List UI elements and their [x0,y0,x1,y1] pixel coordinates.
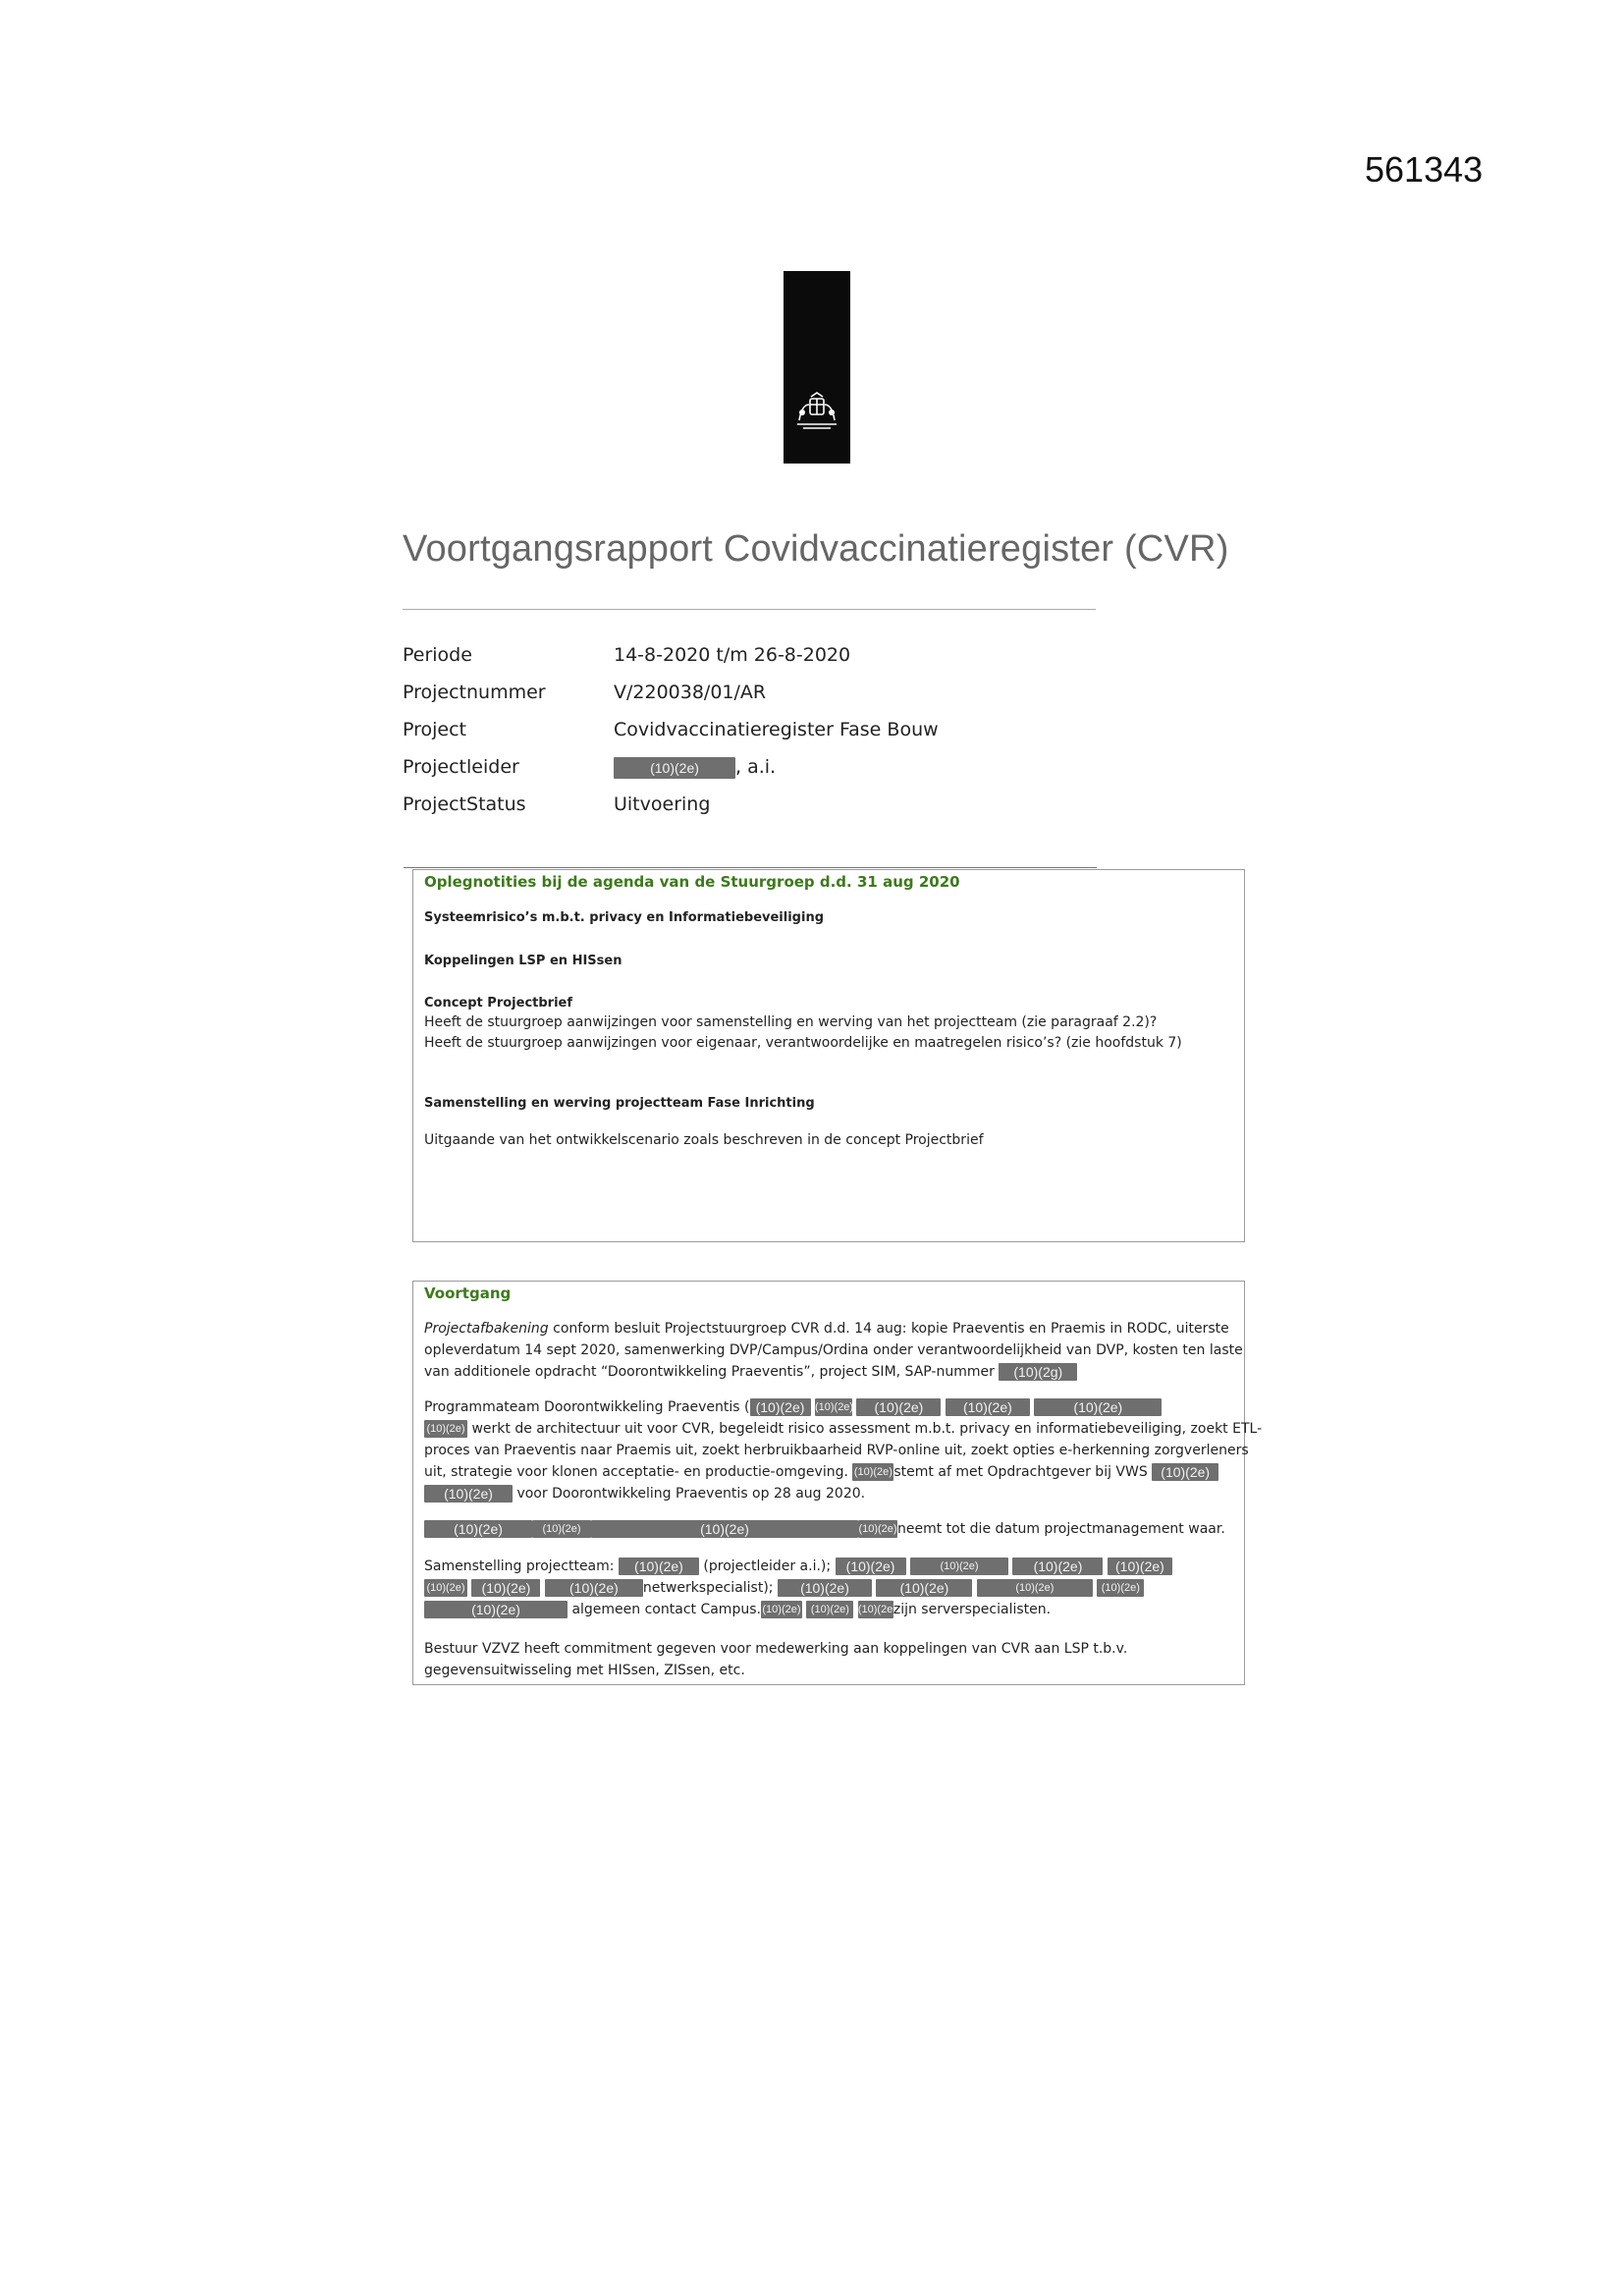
text-span: neemt tot die datum projectmanagement waar. [897,1521,1225,1537]
redaction-box: (10)(2e) [614,757,735,779]
redaction-box: (10)(2e) [858,1520,897,1538]
meta-label: Projectnummer [403,682,546,703]
text-span: stemt af met Opdrachtgever bij VWS [893,1464,1148,1480]
redaction-box: (10)(2e) [1108,1558,1172,1575]
heading-concept-projectbrief: Concept Projectbrief [424,996,573,1011]
text-span: proces van Praeventis naar Praemis uit, zoekt herbruikbaarheid RVP-online uit, zoekt opties e-herkenning zorgverleners [424,1443,1249,1458]
redaction-box: (10)(2e) [545,1579,643,1597]
projectleider-suffix: , a.i. [735,756,777,778]
report-title: Voortgangsrapport Covidvaccinatieregister (CVR) [403,528,1229,570]
meta-value: 14-8-2020 t/m 26-8-2020 [614,644,851,666]
government-logo [784,271,850,464]
redaction-box: (10)(2e) [806,1601,853,1618]
text-span: uit, strategie voor klonen acceptatie- en productie-omgeving. [424,1464,848,1480]
redaction-box: (10)(2e) [858,1601,893,1618]
redaction-box: (10)(2g) [999,1363,1077,1381]
redaction-box: (10)(2e) [619,1558,699,1575]
meta-value: Covidvaccinatieregister Fase Bouw [614,719,939,740]
redaction-box: (10)(2e) [856,1398,941,1416]
heading-koppelingen: Koppelingen LSP en HISsen [424,954,622,968]
redaction-box: (10)(2e) [750,1398,811,1416]
heading-samenstelling: Samenstelling en werving projectteam Fase Inrichting [424,1096,815,1111]
meta-label: Projectleider [403,756,519,778]
question-1: Heeft de stuurgroep aanwijzingen voor samenstelling en werving van het projectteam (zie paragraaf 2.2)? [424,1014,1158,1030]
redaction-box: (10)(2e) [591,1520,858,1538]
redaction-box: (10)(2e) [876,1579,972,1597]
text-span: zijn serverspecialisten. [893,1602,1052,1617]
redaction-box: (10)(2e) [1097,1579,1144,1597]
redaction-box: (10)(2e) [852,1463,893,1481]
text-span: werkt de architectuur uit voor CVR, begeleidt risico assessment m.b.t. privacy en informatiebeveiliging, zoekt ETL- [467,1421,1263,1437]
paragraph-projectafbakening [424,1319,1243,1384]
meta-label: Periode [403,644,472,666]
oplegnotities-title: Oplegnotities bij de agenda van de Stuurgroep d.d. 31 aug 2020 [424,873,960,891]
italic-projectafbakening: Projectafbakening [424,1321,549,1337]
redaction-box: (10)(2e) [424,1485,513,1503]
redaction-box: (10)(2e) [946,1398,1030,1416]
title-rule [403,609,1096,610]
oplegnotities-box [412,869,1245,1242]
redaction-box: (10)(2e) [471,1579,540,1597]
paragraph-programmateam [424,1397,1263,1505]
redaction-box: (10)(2e) [424,1420,467,1438]
redaction-box: (10)(2e) [977,1579,1093,1597]
text-span: algemeen contact Campus. [571,1602,761,1617]
redaction-box: (10)(2e) [815,1398,852,1416]
text-span: Programmateam Doorontwikkeling Praeventis ( [424,1399,750,1415]
voortgang-box [412,1281,1263,1685]
heading-systeemrisicos: Systeemrisico’s m.b.t. privacy en Informatiebeveiliging [424,910,824,925]
redaction-box: (10)(2e) [1034,1398,1162,1416]
redaction-box: (10)(2e) [424,1520,532,1538]
question-2: Heeft de stuurgroep aanwijzingen voor eigenaar, verantwoordelijke en maatregelen risico’s? (zie hoofdstuk 7) [424,1035,1182,1051]
text-span: (projectleider a.i.); [703,1558,832,1574]
text-span: conform besluit Projectstuurgroep CVR d.d. 14 aug: kopie Praeventis en Praemis in RODC, uiterste [548,1321,1229,1337]
redaction-box: (10)(2e) [778,1579,872,1597]
text-span: van additionele opdracht “Doorontwikkeling Praeventis”, project SIM, SAP-nummer [424,1364,995,1380]
redaction-box: (10)(2e) [761,1601,802,1618]
document-number: 561343 [1365,149,1484,190]
paragraph-samenstelling [424,1557,1235,1621]
text-span: voor Doorontwikkeling Praeventis op 28 aug 2020. [513,1486,866,1502]
text-span: gegevensuitwisseling met HISsen, ZISsen, etc. [424,1663,745,1678]
meta-label: ProjectStatus [403,793,526,815]
text-span: Samenstelling projectteam: [424,1558,615,1574]
meta-value: Uitvoering [614,793,711,815]
coat-of-arms-icon [793,391,840,430]
meta-label: Project [403,719,467,740]
paragraph-projectmanagement [424,1519,1235,1541]
redaction-box: (10)(2e) [424,1601,568,1618]
text-span: netwerkspecialist); [642,1580,774,1596]
redaction-box: (10)(2e) [910,1558,1008,1575]
paragraph-uitgaande: Uitgaande van het ontwikkelscenario zoals beschreven in de concept Projectbrief [424,1132,984,1148]
box-top-rule [404,867,1097,868]
redaction-box: (10)(2e) [424,1579,467,1597]
meta-value: V/220038/01/AR [614,682,767,703]
paragraph-bestuur-vzvz [424,1639,1235,1682]
redaction-box: (10)(2e) [1152,1463,1218,1481]
redaction-box: (10)(2e) [836,1558,906,1575]
text-span: opleverdatum 14 sept 2020, samenwerking DVP/Campus/Ordina onder verantwoordelijkheid van DVP, kosten ten laste [424,1342,1243,1358]
redaction-box: (10)(2e) [532,1520,591,1538]
voortgang-title: Voortgang [424,1285,512,1302]
meta-value [614,752,776,782]
redaction-box: (10)(2e) [1012,1558,1103,1575]
text-span: Bestuur VZVZ heeft commitment gegeven voor medewerking aan koppelingen van CVR aan LSP t.b.v. [424,1641,1128,1657]
